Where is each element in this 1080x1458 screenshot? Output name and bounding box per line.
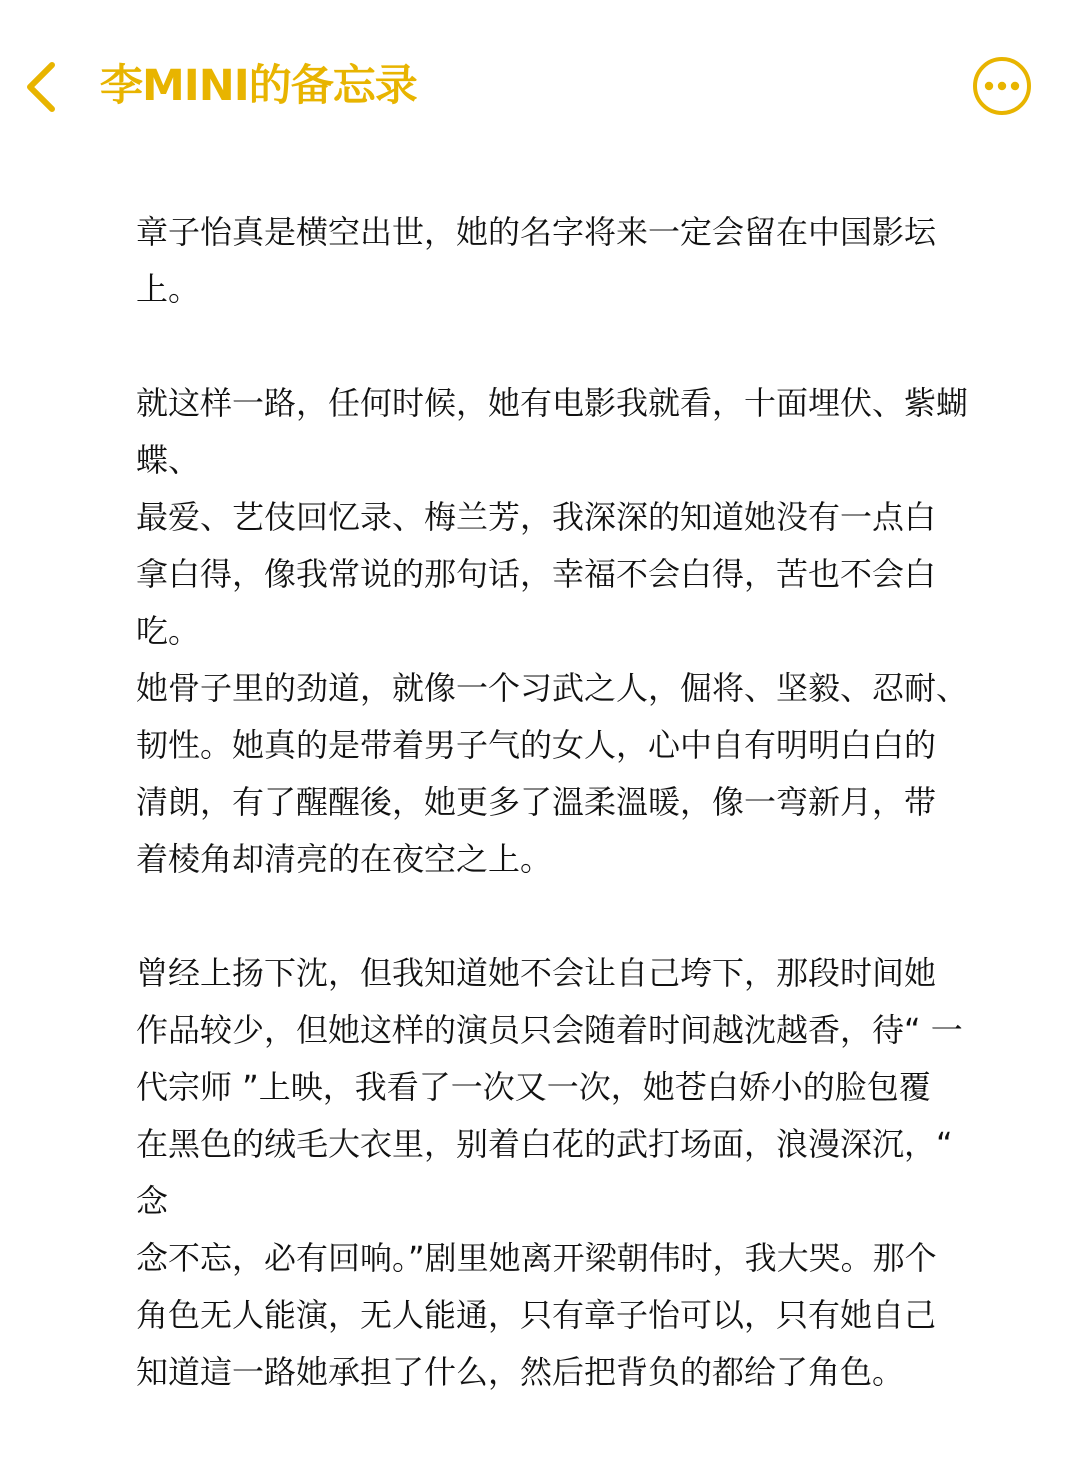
more-dots-icon [972,56,1032,116]
header-bar [0,0,1080,170]
more-options-button[interactable] [972,56,1032,116]
note-body[interactable] [136,204,986,1458]
note-paragraph-1: 章子怡真是横空出世，她的名字将来一定会留在中国影坛 上。 [136,213,937,308]
note-paragraph-2: 就这样一路，任何时候，她有电影我就看，十面埋伏、紫蝴蝶、 最爱、艺伎回忆录、梅兰芳，我深深的知道她没有一点白 拿白得，像我常说的那句话，幸福不会白得，苦也不会白吃。 她骨子里的劲道，就像一个习武之人，倔将、坚毅、忍耐、 韧性。她真的是带着男子气的女人，心中自有明明白白的 清朗，有了醒醒後，她更多了溫柔溫暖，像一弯新月，带 着棱角却清亮的在夜空之上。 [136,384,969,878]
page-title: 李MINI的备忘录 [100,61,417,111]
chevron-left-icon [18,56,78,116]
back-button[interactable] [18,56,78,116]
note-paragraph-3: 曾经上扬下沈，但我知道她不会让自己垮下，那段时间她 作品较少，但她这样的演员只会随着时间越沈越香，待“ 一 代宗师 ”上映，我看了一次又一次，她苍白娇小的脸包覆 在黑色的绒毛大衣里，别着白花的武打场面，浪漫深沉，“ 念 念不忘，必有回响。”剧里她离开梁朝伟时，我大哭。那个 角色无人能演，无人能通，只有章子怡可以，只有她自己 知道這一路她承担了什么，然后把背负的都给了角色。 [136,954,963,1391]
